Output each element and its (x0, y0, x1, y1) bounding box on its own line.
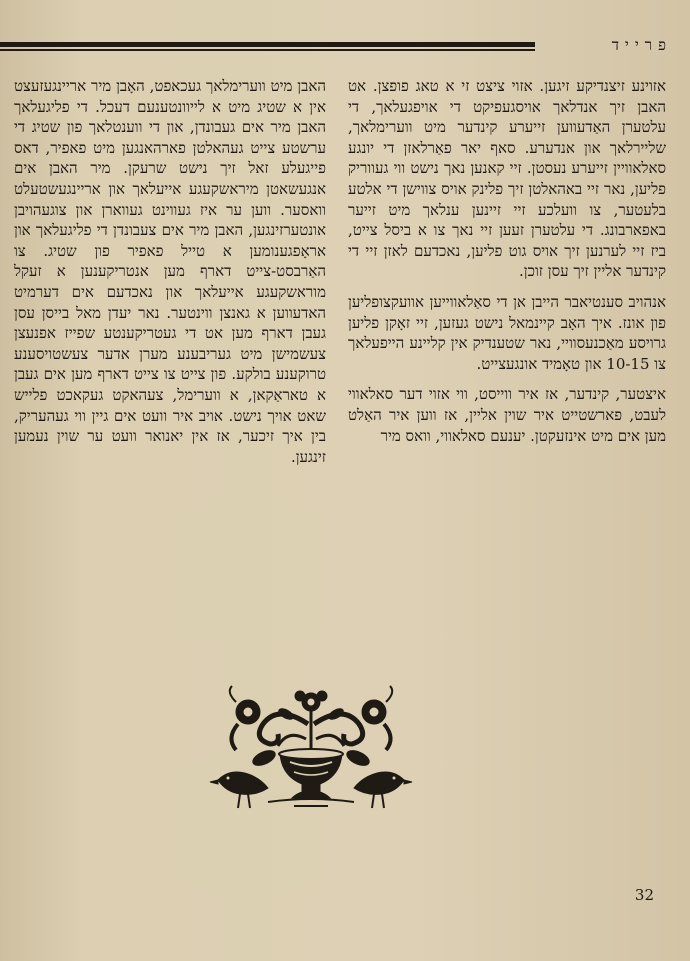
paragraph: איצטער, קינדער, אז איר ווייסט, ווי אזוי דער סאלאווי לעבט, פארשטייט איר שוין אליין, אז ווען איר האַלט מען אים מיט אינזעקטן. יענעם סאלאווי, וואס מיר (348, 385, 666, 445)
page-header (0, 34, 690, 58)
paragraph: אזוינע זיצנדיקע זיגען. אזוי ציצט זי א טאג פופצן. אט האבן זיך אנדלאך אויסגעפיקט די אויפגעלאך, די עלטערן האַדעווען זייערע קינדער מיט ווערימלאך, שליירלאך און אנדערע. סאף יאר פאַרלאזן די יונגע סאלאוויין זייערע נעסטן. זיי קאנען נאך נישט ווי געווריק פליען, נאר זיי באהאלטן זיך פלינק אויס צווישן די אלטע בלעטער, צו וועלכע זיי זיינען ענלאך מיט זייער באפארבונג. די עלטערן זעען זיי נאך צו א ביסל צייט, ביז זיי לערנען זיך אויס גוט פליען, נאכדעם לאזן זיי די קינדער אליין זיך עסן זוכן. (348, 77, 666, 281)
header-rule-thick (0, 42, 535, 47)
running-title: פרייד (611, 36, 672, 54)
header-rule-thin (0, 49, 535, 51)
column-left (14, 76, 326, 477)
column-right (348, 76, 666, 456)
text-columns (0, 76, 690, 636)
paragraph: האבן מיט ווערימלאך געכאפט, האָבן מיר אריינגעזעצט אין א שטיג מיט א לייוונטענעם דעכל. די פליגעלאך האבן מיר אים געבונדן, און די ווענטלאך פון שטיג די ערשטע צייט געהאלטן פארהאנגען מיט פאפיר, דאס פייגעלע זאל זיך נישט שרעקן. מיר האבן אים אנגעשאטן מיראשקעגע אייעלאך און אריינגעשטעלט וואסער. ווען ער איז געווינט געווארן און צוגעהויבן אונטערזינגען, האבן מיר אים צעבונדן די פליגעלאך און אראָפגענומען א טייל פאפיר פון שטיג. צו האַרבסט-צייט דארף מען אנטריקענען א זעקל מוראשקעגע אייעלאך און נאכדעם אים דערמיט האדעווען א גאנצן ווינטער. נאר יעדן מאל בייסן עסן געבן דארף מען אט די געטריקענטע שפייז אפנעצן צעשמישן מיט געריבענע מערן אדער צעשטויסענע טרוקענע בולקע. פון צייט צו צייט דארף מען אים געבן א טאראַקאן, א ווערימל, צעהאקט געקאכט פלייש שאט אויך נישט. אויב איר וועט אים גיין ווי געהעריק, בין איך זיכער, אז אין יאנואר וועט ער שוין נעמען זינגען. (14, 77, 326, 466)
paragraph: אנהויב סענטיאבר הייבן אן די סאַלאווייען אוועקצופליען פון אונז. איך האָב קיינמאל נישט געזען, זיי זאָקן פליען גרויסע מאַכנעסוויי, נאר שטענדיק אין קליינע הייפעלאך צו 10-15 און טאָמיד אונגעצייט. (348, 292, 666, 373)
page-number: 32 (634, 886, 654, 904)
floral-urn-ornament-icon (208, 684, 414, 820)
